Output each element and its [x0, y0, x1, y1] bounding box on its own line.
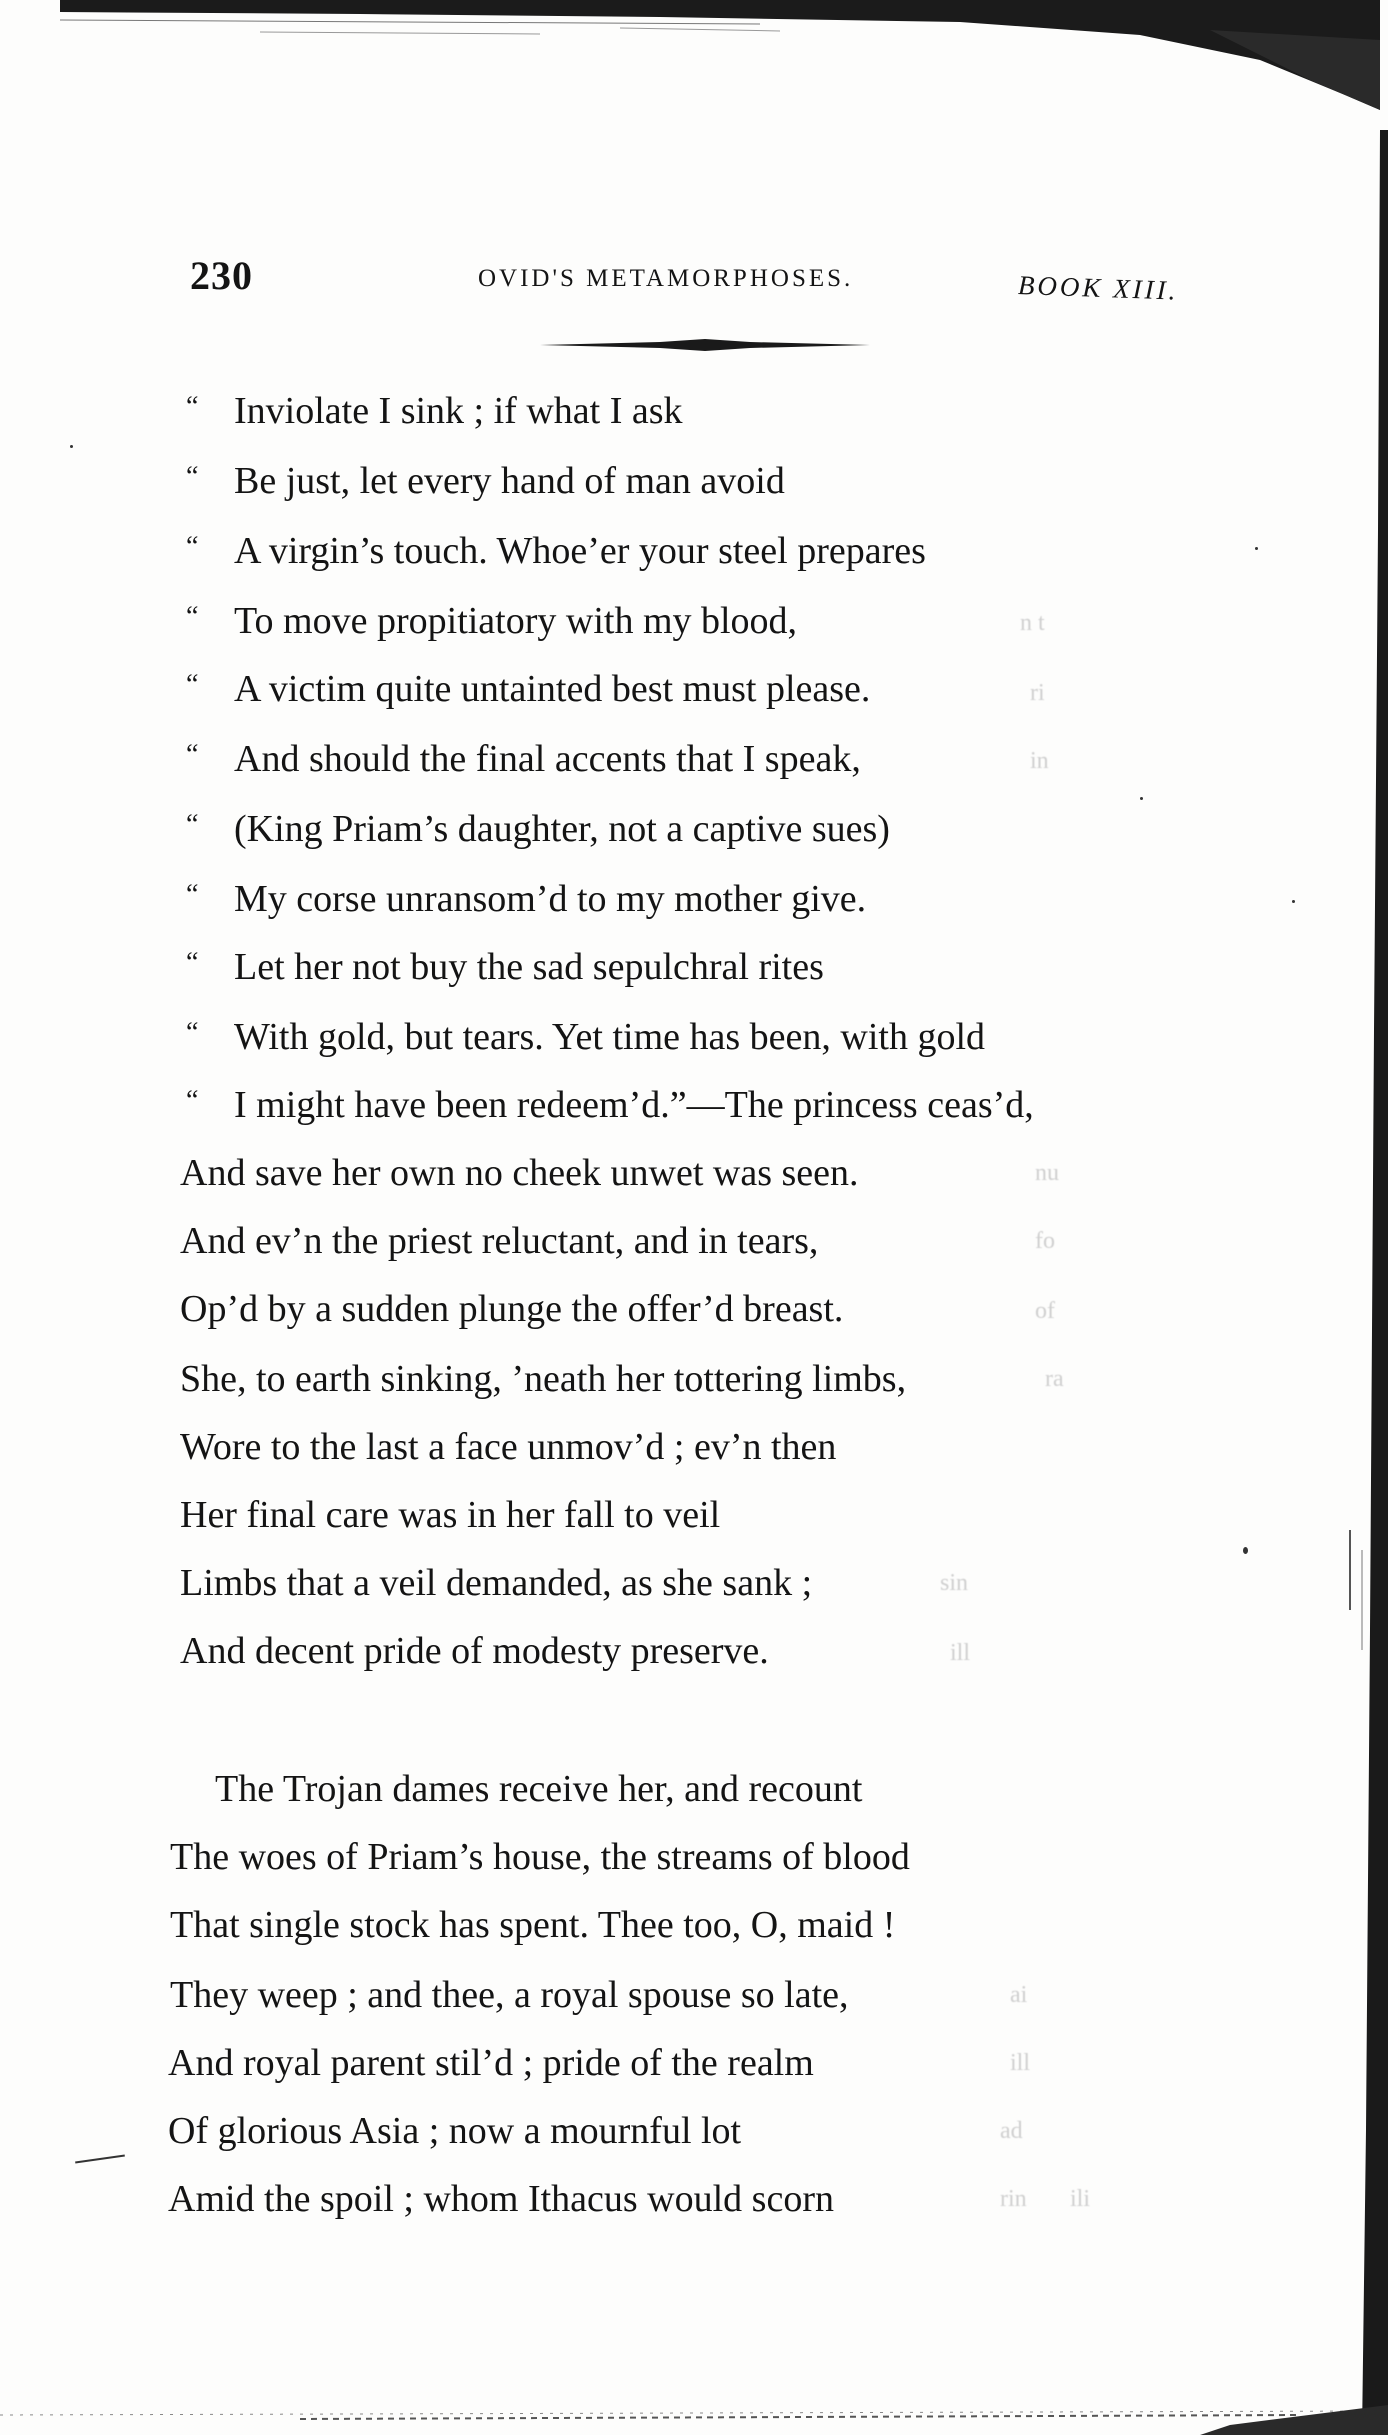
- verse-line: [180, 1496, 720, 1534]
- verse-line: [186, 1018, 985, 1056]
- verse-line-text: And ev’n the priest reluctant, and in tears,: [180, 1220, 819, 1262]
- opening-quote: “: [186, 879, 199, 910]
- verse-line-text: Inviolate I sink ; if what I ask: [234, 390, 683, 432]
- verse-line-text: And save her own no cheek unwet was seen.: [180, 1152, 859, 1194]
- ink-speck: [1292, 900, 1295, 903]
- opening-quote: “: [186, 1017, 199, 1048]
- ink-speck: [1140, 797, 1143, 800]
- show-through-text: ill: [1010, 2050, 1031, 2076]
- verse-line-text: Wore to the last a face unmov’d ; ev’n then: [180, 1426, 837, 1468]
- verse-line: [186, 392, 683, 430]
- show-through-text: ri: [1030, 680, 1045, 706]
- opening-quote: “: [186, 809, 199, 840]
- show-through-text: nu: [1035, 1160, 1059, 1186]
- opening-quote: “: [186, 739, 199, 770]
- verse-line: [186, 740, 861, 778]
- verse-line-text: Limbs that a veil demanded, as she sank ;: [180, 1562, 813, 1604]
- verse-line-text: Her final care was in her fall to veil: [180, 1494, 721, 1536]
- verse-line-text: My corse unransom’d to my mother give.: [234, 878, 867, 920]
- opening-quote: “: [186, 461, 199, 492]
- verse-line-text: And royal parent stil’d ; pride of the realm: [168, 2042, 814, 2084]
- verse-line-text: And should the final accents that I speak,: [234, 738, 861, 780]
- verse-line: [186, 1086, 1034, 1124]
- verse-line: [168, 2180, 834, 2218]
- verse-line: [180, 1222, 818, 1260]
- verse-line: [180, 1564, 812, 1602]
- verse-line: [180, 1360, 906, 1398]
- show-through-text: n t: [1020, 610, 1045, 636]
- verse-line-text: The woes of Priam’s house, the streams of blood: [170, 1836, 910, 1878]
- show-through-text: ili: [1070, 2186, 1091, 2212]
- verse-line-text: That single stock has spent. Thee too, O, maid !: [170, 1904, 896, 1946]
- show-through-text: in: [1030, 748, 1049, 774]
- opening-quote: “: [186, 531, 199, 562]
- show-through-text: fo: [1035, 1228, 1055, 1254]
- verse-line: [186, 462, 785, 500]
- show-through-text: of: [1035, 1298, 1055, 1324]
- verse-line-text: Of glorious Asia ; now a mournful lot: [168, 2110, 742, 2152]
- show-through-text: ill: [950, 1640, 971, 1666]
- verse-line: [186, 670, 870, 708]
- verse-line-text: She, to earth sinking, ’neath her tottering limbs,: [180, 1358, 907, 1400]
- verse-line-text: To move propitiatory with my blood,: [234, 600, 798, 642]
- verse-line: [168, 2112, 741, 2150]
- verse-line: [180, 1290, 843, 1328]
- verse-line: [186, 810, 890, 848]
- verse-line-text: And decent pride of modesty preserve.: [180, 1630, 769, 1672]
- show-through-text: ra: [1045, 1366, 1064, 1392]
- ink-speck: [1255, 547, 1258, 550]
- verse-line: [186, 880, 866, 918]
- running-title: OVID'S METAMORPHOSES.: [478, 265, 854, 292]
- verse-line: [170, 1976, 849, 2014]
- verse-line-text: (King Priam’s daughter, not a captive sues): [234, 808, 890, 850]
- verse-line: [180, 1632, 769, 1670]
- verse-line: [186, 948, 824, 986]
- verse-line: [170, 1906, 895, 1944]
- ink-speck: [1243, 1547, 1248, 1554]
- verse-line: [180, 1428, 836, 1466]
- verse-line: [180, 1154, 859, 1192]
- page-number: 230: [190, 253, 253, 298]
- ink-speck: [70, 445, 73, 448]
- verse-line-text: They weep ; and thee, a royal spouse so late,: [170, 1974, 849, 2016]
- opening-quote: “: [186, 669, 199, 700]
- show-through-text: sin: [940, 1570, 969, 1596]
- verse-line: [215, 1770, 862, 1808]
- opening-quote: “: [186, 947, 199, 978]
- verse-line: [186, 532, 926, 570]
- verse-line-text: Be just, let every hand of man avoid: [234, 460, 785, 502]
- show-through-text: rin: [1000, 2186, 1027, 2212]
- verse-line-text: Let her not buy the sad sepulchral rites: [234, 946, 824, 988]
- verse-line: [168, 2044, 814, 2082]
- show-through-text: ai: [1010, 1982, 1028, 2008]
- opening-quote: “: [186, 601, 199, 632]
- verse-line-text: With gold, but tears. Yet time has been, with gold: [234, 1016, 986, 1058]
- verse-line-text: A victim quite untainted best must please.: [234, 668, 871, 710]
- verse-line-text: Op’d by a sudden plunge the offer’d breast.: [180, 1288, 844, 1330]
- verse-line: [170, 1838, 910, 1876]
- verse-line-text: I might have been redeem’d.”—The princess ceas’d,: [234, 1084, 1034, 1126]
- verse-line-text: The Trojan dames receive her, and recount: [215, 1768, 863, 1810]
- opening-quote: “: [186, 391, 199, 422]
- verse-line: [186, 602, 797, 640]
- show-through-text: ad: [1000, 2118, 1023, 2144]
- opening-quote: “: [186, 1085, 199, 1116]
- verse-line-text: A virgin’s touch. Whoe’er your steel prepares: [234, 530, 926, 572]
- verse-line-text: Amid the spoil ; whom Ithacus would scorn: [168, 2178, 834, 2220]
- book-label: BOOK XIII.: [1017, 270, 1179, 306]
